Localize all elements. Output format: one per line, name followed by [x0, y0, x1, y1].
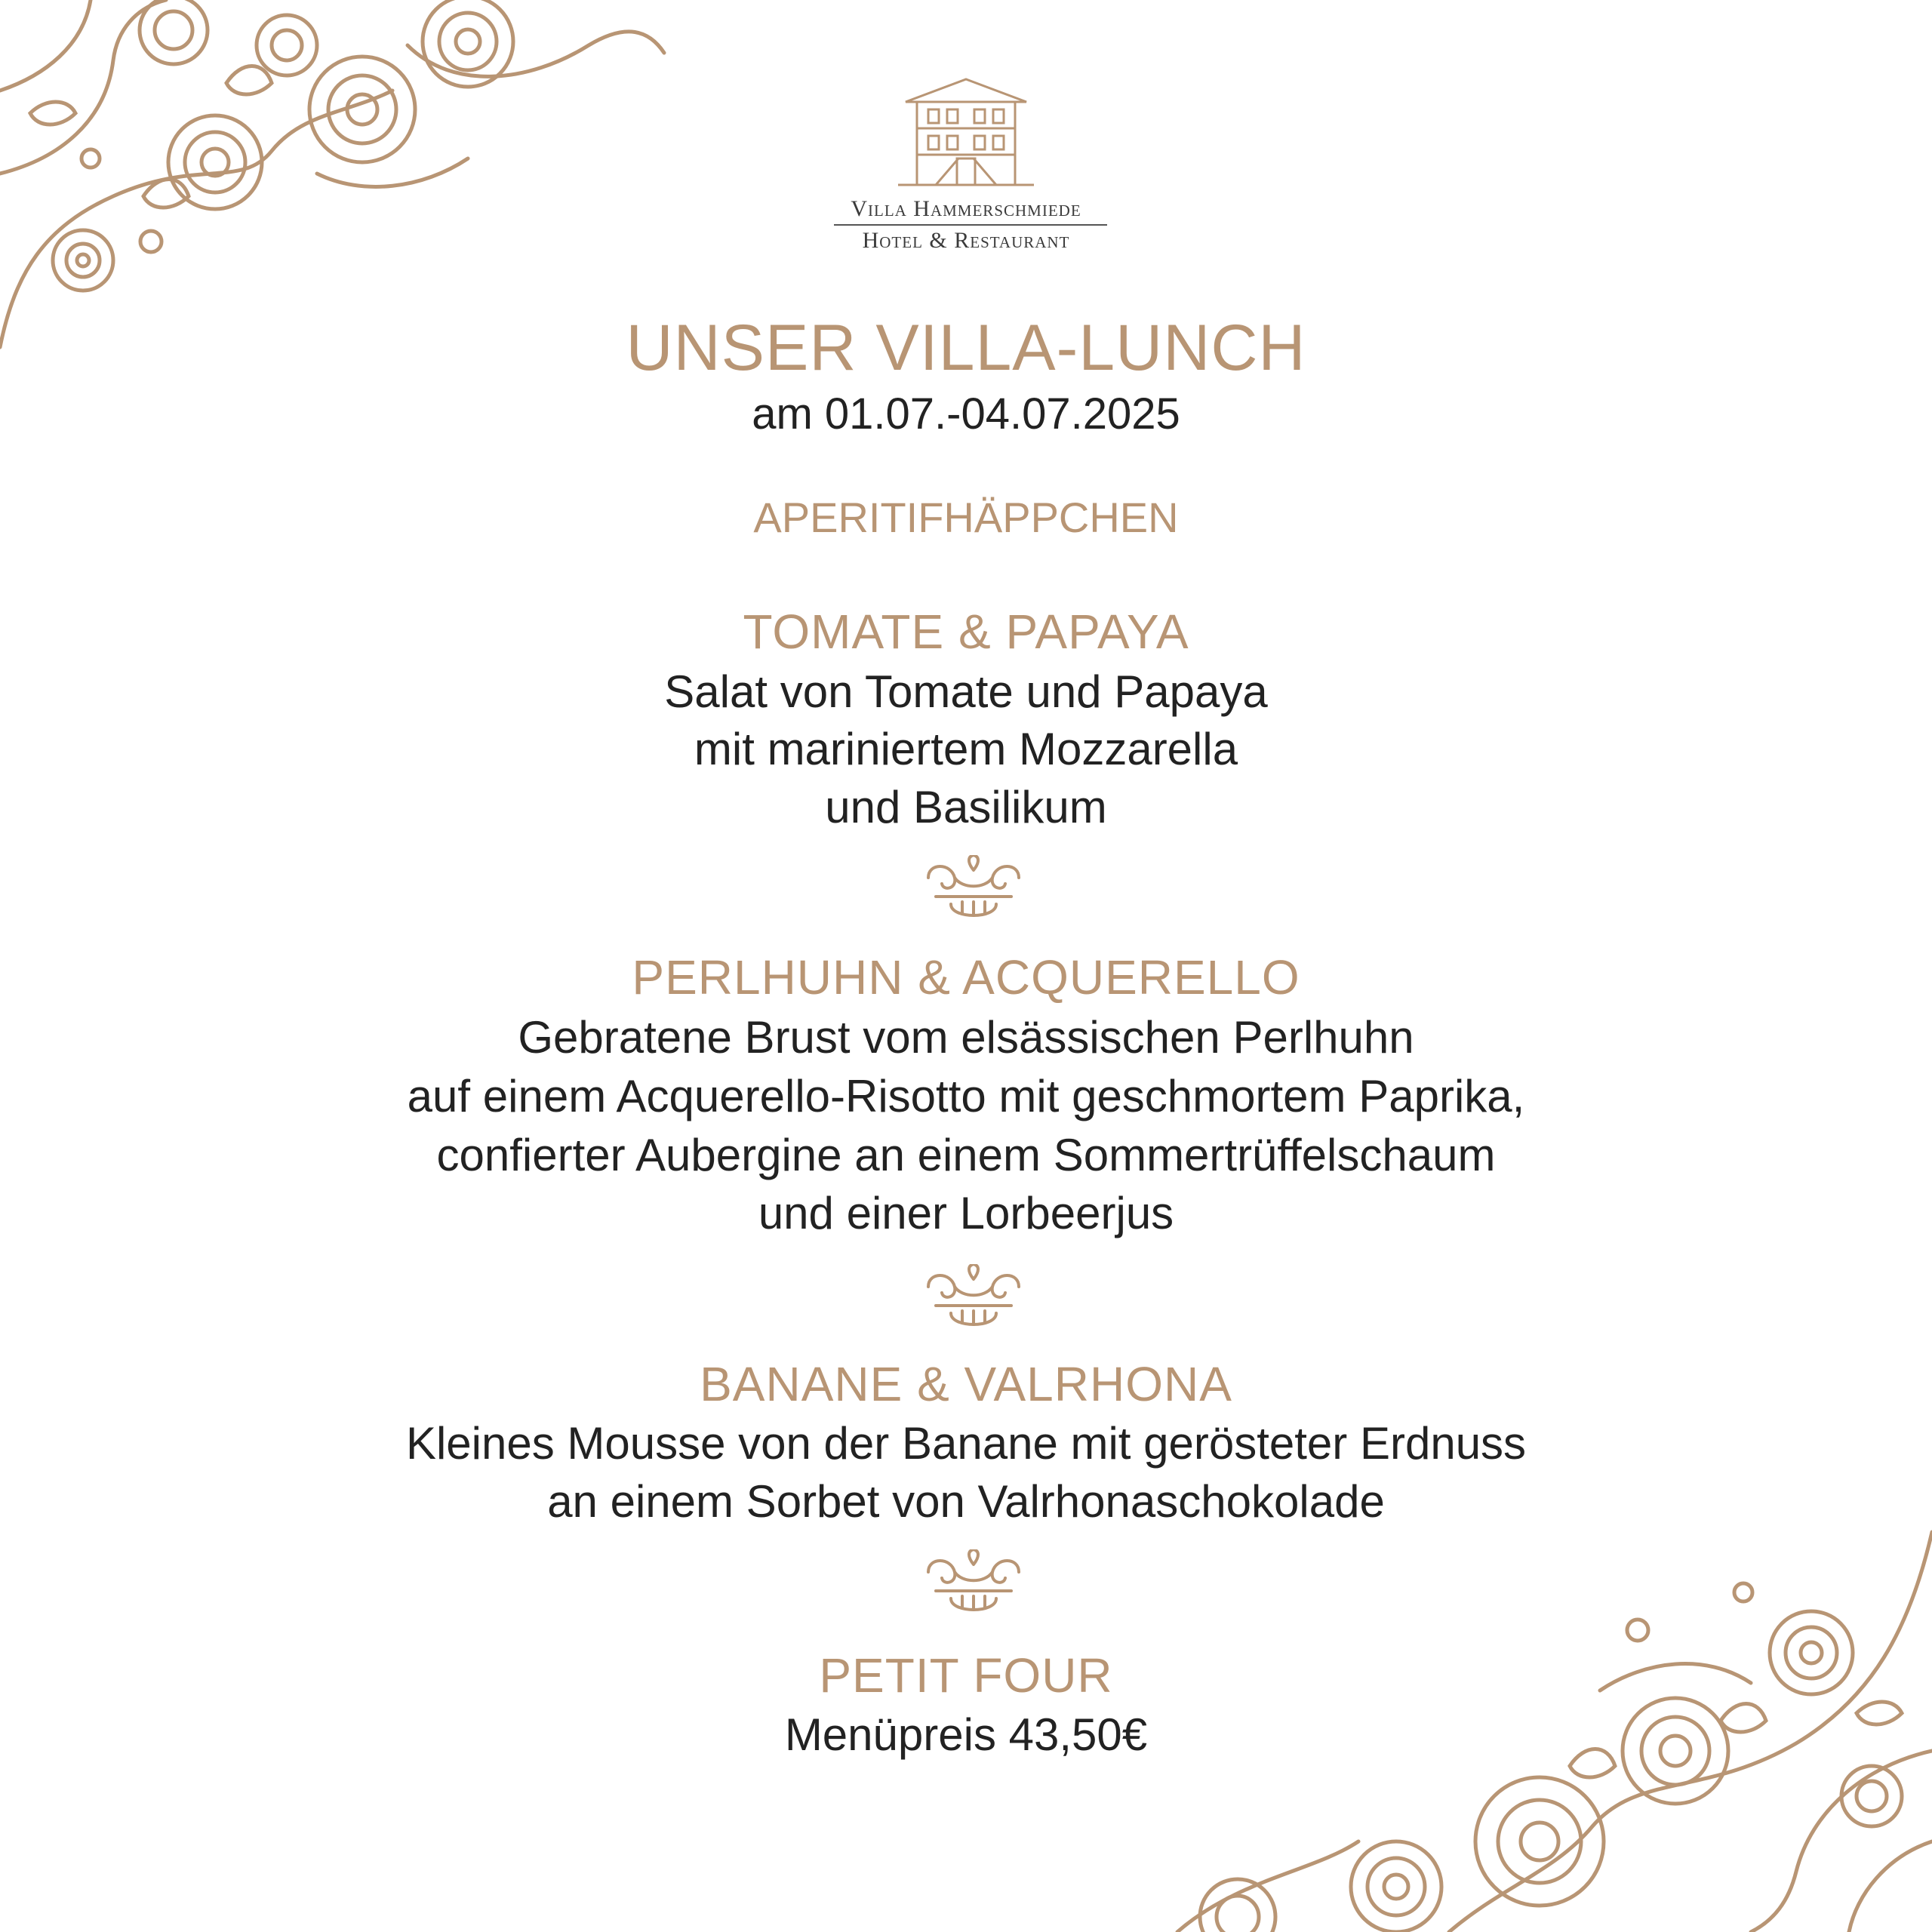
course-2-title: PERLHUHN & ACQUERELLO: [632, 950, 1300, 1004]
brand-name: Villa Hammerschmiede: [851, 196, 1081, 221]
corner-ornament-top-left: [0, 0, 679, 355]
course-1-line-2: mit mariniertem Mozzarella: [694, 724, 1238, 774]
menu-title: UNSER VILLA-LUNCH: [626, 312, 1306, 384]
course-1-title: TOMATE & PAPAYA: [743, 605, 1189, 659]
brand-subtitle: Hotel & Restaurant: [862, 228, 1070, 253]
course-2-line-2: auf einem Acquerello-Risotto mit geschmortem Paprika,: [407, 1071, 1525, 1121]
ornament-divider-icon: [921, 1264, 1026, 1332]
aperitif-heading: APERITIFHÄPPCHEN: [753, 494, 1179, 541]
course-1-line-3: und Basilikum: [825, 782, 1107, 832]
course-3-line-2: an einem Sorbet von Valrhonaschokolade: [547, 1476, 1385, 1527]
course-3-line-1: Kleines Mousse von der Banane mit gerösteter Erdnuss: [405, 1418, 1527, 1469]
ornament-divider-icon: [921, 855, 1026, 923]
course-3-title: BANANE & VALRHONA: [700, 1357, 1232, 1411]
course-2-line-4: und einer Lorbeerjus: [758, 1188, 1174, 1238]
menu-date: am 01.07.-04.07.2025: [752, 389, 1180, 438]
course-1-line-1: Salat von Tomate und Papaya: [664, 666, 1268, 717]
ornament-divider-icon: [921, 1549, 1026, 1617]
course-2-line-3: confierter Aubergine an einem Sommertrüffelschaum: [436, 1130, 1496, 1180]
petit-four-heading: PETIT FOUR: [819, 1648, 1113, 1703]
menu-price: Menüpreis 43,50€: [784, 1709, 1148, 1760]
course-2-line-1: Gebratene Brust vom elsässischen Perlhuhn: [518, 1012, 1414, 1063]
brand-divider: [834, 224, 1107, 226]
villa-building-icon: [891, 72, 1041, 192]
